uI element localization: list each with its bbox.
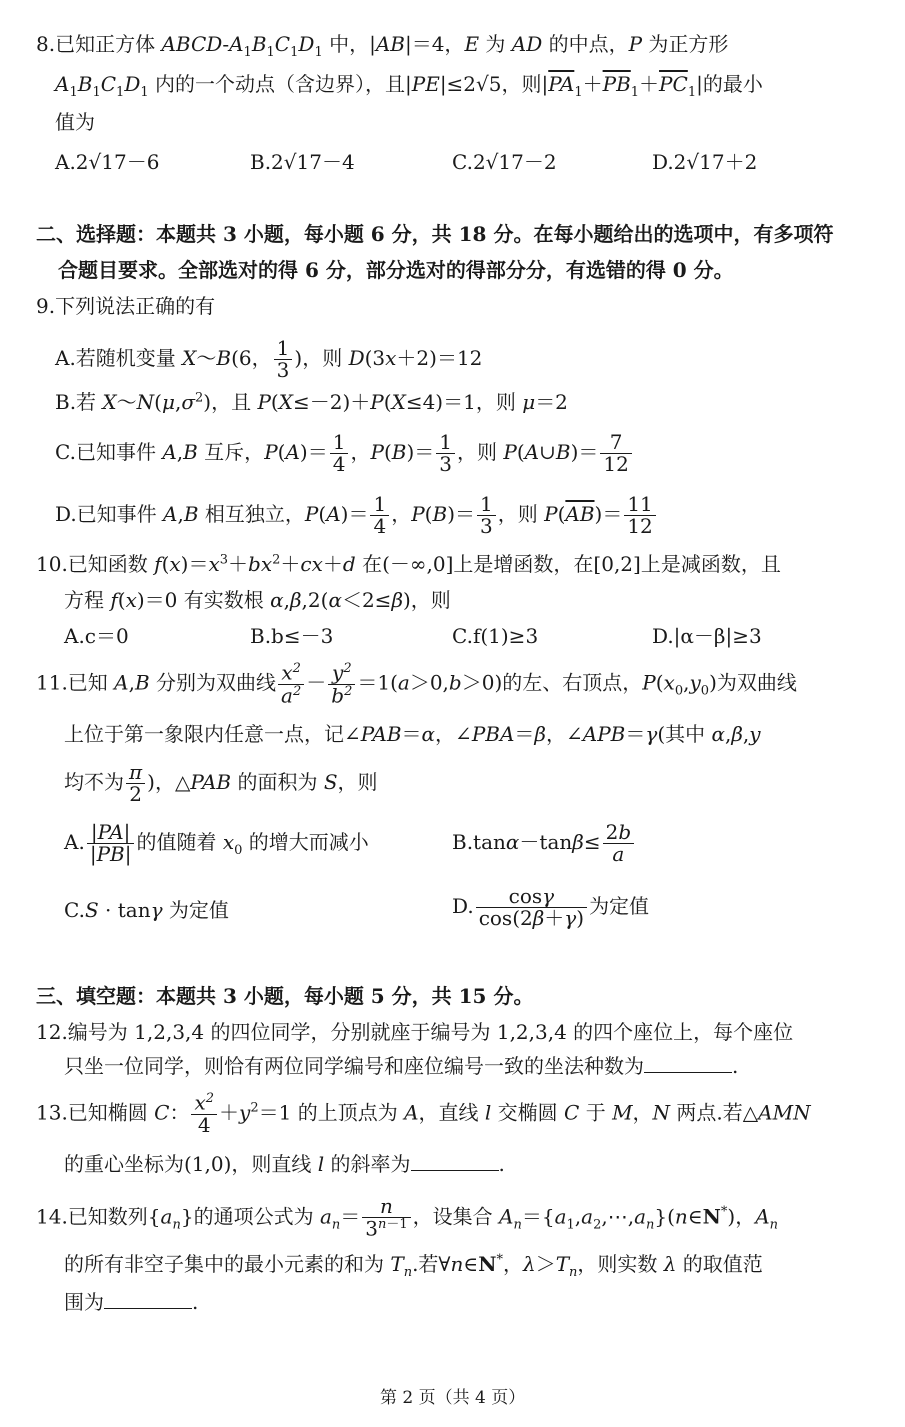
q12-line1: 12.编号为 1,2,3,4 的四位同学，分别就座于编号为 1,2,3,4 的四个座位上，每个座位 [36, 1020, 794, 1044]
q11-option-b: B.tanα－tanβ≤ $\frac{2b}{a}$ [452, 822, 636, 865]
q11-line3: 均不为 $\frac{\pi}{2}$ )，△PAB 的面积为 S，则 [64, 760, 378, 806]
q8-line2: $A_1B_1C_1D_1$ 内的一个动点（含边界），且|PE|≤2√5，则$|\overline{PA}_1+\overline{PB}_1+\overline{PC}_1|$的最小 [55, 72, 763, 100]
q13-line1: 13.已知椭圆 C： $\frac{x^2}{4}$ $+y^2=1$ 的上顶点为 A，直线 l 交椭圆 C 于 M，N 两点.若△AMN [36, 1090, 811, 1137]
page-footer: 第 2 页（共 4 页） [380, 1388, 526, 1408]
q14-line3: 围为 . [64, 1290, 199, 1314]
q14-answer-blank[interactable] [104, 1290, 192, 1309]
q10-line1: 10.已知函数 $f(x)=x^3+bx^2+cx+d$ 在(－∞,0]上是增函数，在[0,2]上是减函数，且 [36, 552, 781, 576]
q10-option-d: D.|α－β|≥3 [652, 624, 762, 648]
q12-line2: 只坐一位同学，则恰有两位同学编号和座位编号一致的坐法种数为 . [64, 1054, 739, 1078]
q9-option-c: C.已知事件 A,B 互斥，P(A)＝ $\frac{1}{4}$ ，P(B)＝ $\frac{1}{3}$ ，则 P(A∪B)＝ $\frac{7}{12}$ [55, 432, 634, 475]
q8-line3: 值为 [55, 110, 95, 134]
q13-line2: 的重心坐标为(1,0)，则直线 l 的斜率为 . [64, 1152, 505, 1176]
q11-option-a: A. $\frac{|PA|}{|PB|}$ 的值随着 $x_0$ 的增大而减小 [64, 820, 369, 866]
q8-line1: 8.已知正方体 ABCD-$A_1B_1C_1D_1$ 中，|AB|＝4，E 为 AD 的中点，P 为正方形 [36, 32, 729, 60]
q9-option-b: B.若 $X\sim N(\mu,\sigma^2)$，且 P(X≤－2)＋P(X≤4)＝1，则 μ＝2 [55, 390, 568, 414]
q14-line2: 的所有非空子集中的最小元素的和为 $T_n$.若∀n∈N*，$\lambda>T_n$，则实数 λ 的取值范 [64, 1252, 763, 1280]
section2-header-line1: 二、选择题：本题共 3 小题，每小题 6 分，共 18 分。在每小题给出的选项中，有多项符 [36, 222, 834, 246]
q14-line1: 14.已知数列$\{a_n\}$的通项公式为 $a_n=$ $\frac{n}{3^{n-1}}$ ，设集合 $A_n=\{a_1,a_2,\cdots,a_n\}(n\in N^*)$，$A_n$ [36, 1194, 779, 1241]
q11-line1: 11.已知 A,B 分别为双曲线 $\frac{x^2}{a^2}$ － $\frac{y^2}{b^2}$ ＝1(a＞0,b＞0)的左、右顶点，$P(x_0,y_0)$为双曲线 [36, 660, 797, 708]
q9-option-a: A.若随机变量 X～B(6， $\frac{1}{3}$ )，则 D(3x＋2)＝12 [55, 336, 483, 382]
section2-header-line2: 合题目要求。全部选对的得 6 分，部分选对的得部分分，有选错的得 0 分。 [58, 258, 734, 282]
q8-option-b: B.2√17－4 [250, 150, 355, 174]
q11-line2: 上位于第一象限内任意一点，记∠PAB＝α，∠PBA＝β，∠APB＝γ(其中 α,β,y [64, 722, 761, 746]
q8-option-d: D.2√17＋2 [652, 150, 758, 174]
q9-option-d: D.已知事件 A,B 相互独立，P(A)＝ $\frac{1}{4}$ ，P(B)＝ $\frac{1}{3}$ ，则 $P(\overline{AB})=$ $\frac{11}{12}$ [55, 494, 658, 537]
q11-option-c: C.S · tanγ 为定值 [64, 898, 229, 922]
q12-answer-blank[interactable] [644, 1054, 732, 1073]
q10-option-c: C.f(1)≥3 [452, 624, 539, 648]
section3-header: 三、填空题：本题共 3 小题，每小题 5 分，共 15 分。 [36, 984, 534, 1008]
q8-option-c: C.2√17－2 [452, 150, 557, 174]
q9-stem: 9.下列说法正确的有 [36, 294, 216, 318]
q8-option-a: A.2√17－6 [55, 150, 160, 174]
q11-option-d: D. $\frac{\cos\gamma}{\cos(2\beta+\gamma)}$ 为定值 [452, 884, 650, 930]
q10-option-a: A.c＝0 [64, 624, 129, 648]
q10-option-b: B.b≤－3 [250, 624, 334, 648]
q13-answer-blank[interactable] [411, 1152, 499, 1171]
q10-line2: 方程 f(x)＝0 有实数根 α,β,2(α＜2≤β)，则 [64, 588, 451, 612]
